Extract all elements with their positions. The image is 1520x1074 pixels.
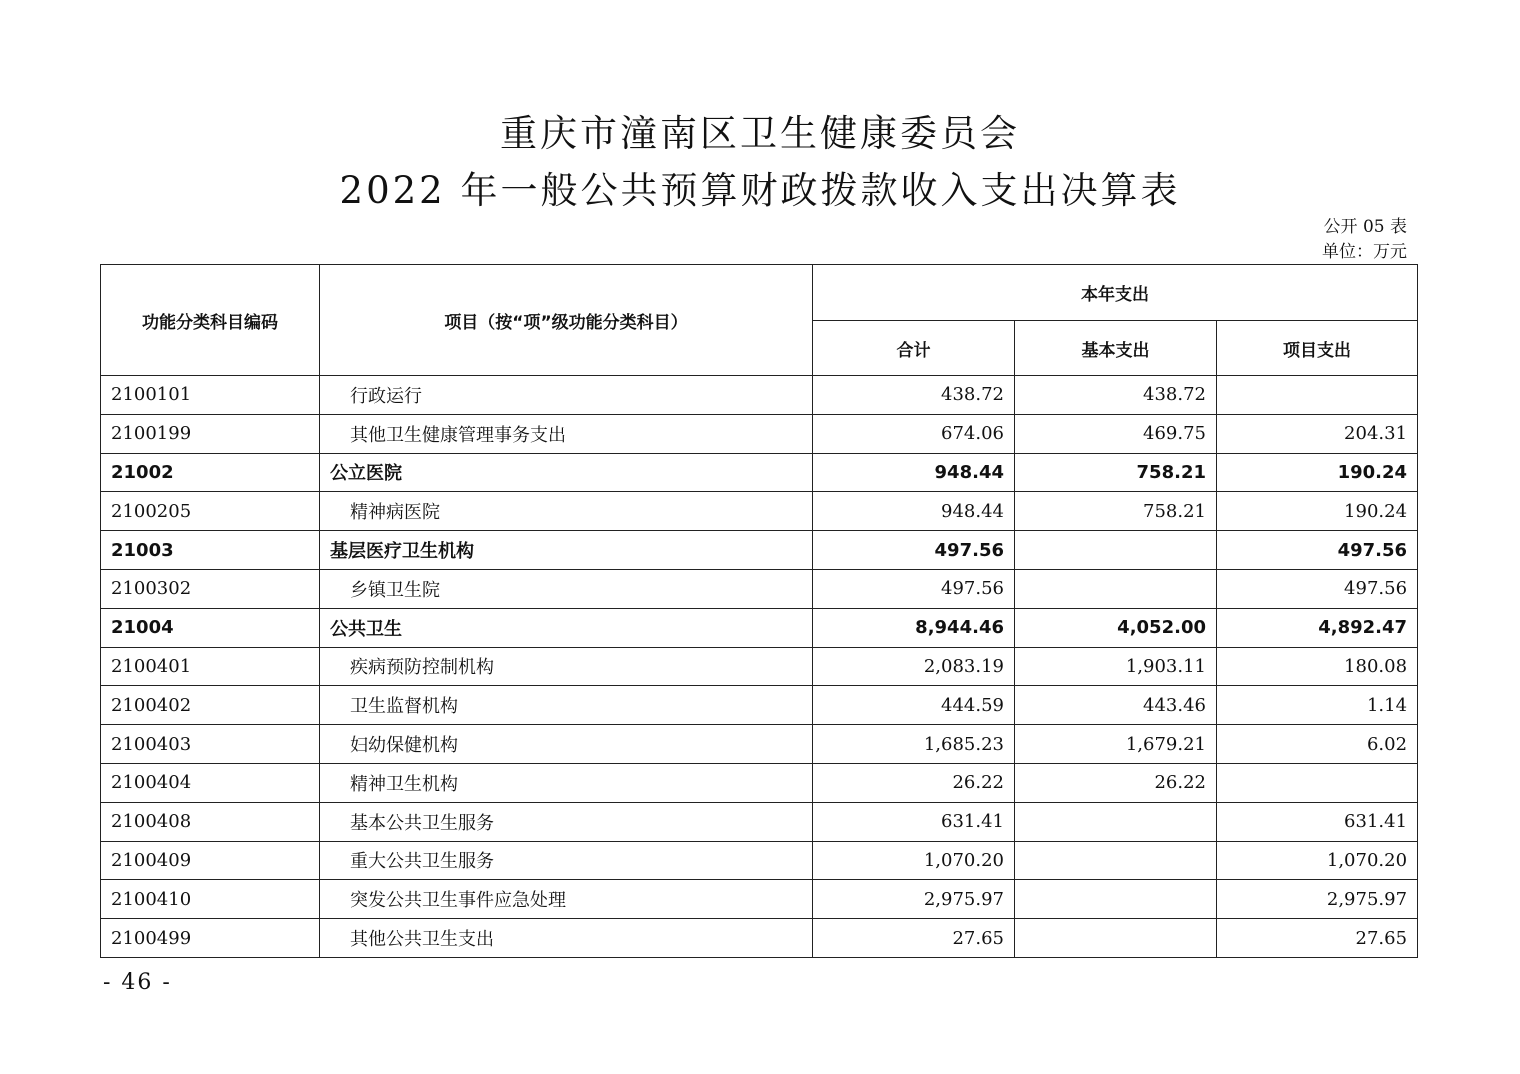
row-total: 674.06	[813, 414, 1015, 453]
row-basic-expenditure	[1015, 531, 1217, 570]
row-code: 21004	[101, 608, 320, 647]
table-row	[101, 569, 1418, 608]
row-item-name: 妇幼保健机构	[320, 725, 813, 764]
row-code: 2100499	[101, 919, 320, 958]
document-title-table: 2022 年一般公共预算财政拨款收入支出决算表	[339, 169, 1181, 212]
row-project-expenditure: 204.31	[1217, 414, 1418, 453]
row-item-name: 卫生监督机构	[320, 686, 813, 725]
row-item-name: 基层医疗卫生机构	[320, 531, 813, 570]
row-total: 2,975.97	[813, 880, 1015, 919]
row-total: 2,083.19	[813, 647, 1015, 686]
table-row	[101, 492, 1418, 531]
row-total: 631.41	[813, 802, 1015, 841]
header-current-year-expenditure: 本年支出	[813, 265, 1418, 321]
row-project-expenditure: 4,892.47	[1217, 608, 1418, 647]
row-code: 2100302	[101, 569, 320, 608]
row-total: 1,685.23	[813, 725, 1015, 764]
row-item-name: 突发公共卫生事件应急处理	[320, 880, 813, 919]
table-row	[101, 919, 1418, 958]
row-code: 2100403	[101, 725, 320, 764]
row-project-expenditure	[1217, 376, 1418, 415]
row-project-expenditure: 190.24	[1217, 453, 1418, 492]
table-row	[101, 841, 1418, 880]
row-project-expenditure: 180.08	[1217, 647, 1418, 686]
row-project-expenditure: 27.65	[1217, 919, 1418, 958]
row-code: 2100199	[101, 414, 320, 453]
row-item-name: 行政运行	[320, 376, 813, 415]
row-total: 27.65	[813, 919, 1015, 958]
row-code: 2100101	[101, 376, 320, 415]
table-row	[101, 453, 1418, 492]
row-code: 2100410	[101, 880, 320, 919]
table-body	[101, 376, 1418, 958]
row-project-expenditure: 497.56	[1217, 569, 1418, 608]
table-row	[101, 686, 1418, 725]
row-item-name: 疾病预防控制机构	[320, 647, 813, 686]
page-number: - 46 -	[103, 970, 172, 995]
table-number-label: 公开 05 表	[1323, 217, 1407, 237]
row-item-name: 公共卫生	[320, 608, 813, 647]
row-total: 438.72	[813, 376, 1015, 415]
row-basic-expenditure: 26.22	[1015, 763, 1217, 802]
row-item-name: 基本公共卫生服务	[320, 802, 813, 841]
row-item-name: 乡镇卫生院	[320, 569, 813, 608]
row-code: 2100205	[101, 492, 320, 531]
header-project-expenditure: 项目支出	[1217, 321, 1418, 376]
row-project-expenditure: 190.24	[1217, 492, 1418, 531]
document-title-org: 重庆市潼南区卫生健康委员会	[500, 112, 1020, 155]
row-code: 21002	[101, 453, 320, 492]
table-row	[101, 531, 1418, 570]
table-row	[101, 647, 1418, 686]
row-project-expenditure: 1.14	[1217, 686, 1418, 725]
table-row	[101, 763, 1418, 802]
header-item: 项目（按“项”级功能分类科目）	[320, 265, 813, 376]
row-basic-expenditure	[1015, 880, 1217, 919]
row-basic-expenditure	[1015, 919, 1217, 958]
header-total: 合计	[813, 321, 1015, 376]
row-basic-expenditure: 469.75	[1015, 414, 1217, 453]
row-basic-expenditure: 4,052.00	[1015, 608, 1217, 647]
row-project-expenditure	[1217, 763, 1418, 802]
row-basic-expenditure: 1,903.11	[1015, 647, 1217, 686]
header-code: 功能分类科目编码	[101, 265, 320, 376]
row-basic-expenditure	[1015, 802, 1217, 841]
row-basic-expenditure	[1015, 569, 1217, 608]
row-code: 2100404	[101, 763, 320, 802]
table-row	[101, 608, 1418, 647]
row-total: 444.59	[813, 686, 1015, 725]
row-project-expenditure: 1,070.20	[1217, 841, 1418, 880]
row-code: 2100401	[101, 647, 320, 686]
table-row	[101, 725, 1418, 764]
row-item-name: 其他公共卫生支出	[320, 919, 813, 958]
row-code: 2100402	[101, 686, 320, 725]
row-code: 2100408	[101, 802, 320, 841]
table-row	[101, 802, 1418, 841]
header-row-1	[101, 265, 1418, 321]
row-total: 497.56	[813, 531, 1015, 570]
table-row	[101, 376, 1418, 415]
row-total: 497.56	[813, 569, 1015, 608]
row-basic-expenditure: 1,679.21	[1015, 725, 1217, 764]
row-item-name: 其他卫生健康管理事务支出	[320, 414, 813, 453]
row-item-name: 重大公共卫生服务	[320, 841, 813, 880]
row-code: 21003	[101, 531, 320, 570]
row-basic-expenditure: 438.72	[1015, 376, 1217, 415]
row-item-name: 公立医院	[320, 453, 813, 492]
row-basic-expenditure: 443.46	[1015, 686, 1217, 725]
unit-label: 单位：万元	[1322, 242, 1407, 262]
budget-table	[100, 264, 1418, 958]
row-project-expenditure: 497.56	[1217, 531, 1418, 570]
row-total: 1,070.20	[813, 841, 1015, 880]
row-total: 948.44	[813, 453, 1015, 492]
row-total: 948.44	[813, 492, 1015, 531]
row-total: 26.22	[813, 763, 1015, 802]
header-basic-expenditure: 基本支出	[1015, 321, 1217, 376]
row-basic-expenditure: 758.21	[1015, 492, 1217, 531]
row-project-expenditure: 2,975.97	[1217, 880, 1418, 919]
table-row	[101, 880, 1418, 919]
row-item-name: 精神卫生机构	[320, 763, 813, 802]
table-row	[101, 414, 1418, 453]
row-basic-expenditure: 758.21	[1015, 453, 1217, 492]
row-total: 8,944.46	[813, 608, 1015, 647]
row-project-expenditure: 6.02	[1217, 725, 1418, 764]
row-item-name: 精神病医院	[320, 492, 813, 531]
row-code: 2100409	[101, 841, 320, 880]
row-basic-expenditure	[1015, 841, 1217, 880]
row-project-expenditure: 631.41	[1217, 802, 1418, 841]
